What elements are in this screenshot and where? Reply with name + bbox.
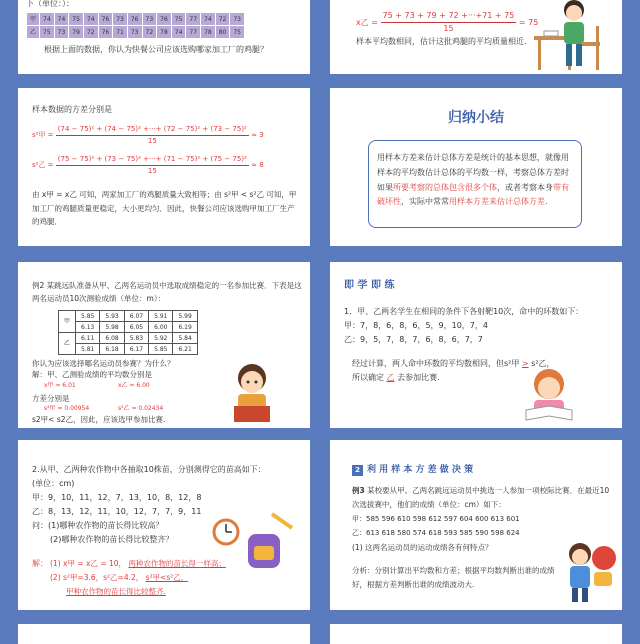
summary-text: 用样本方差来估计总体方差是统计的基本思想，就像用样本的平均数估计总体的平均数一样，考察总体方差时如果 — [377, 153, 569, 192]
table-cell: 74 — [201, 13, 216, 26]
table-cell: 5.98 — [100, 322, 124, 333]
formula-fraction — [56, 124, 249, 146]
table-cell: 72 — [83, 26, 98, 39]
school-supplies-illustration — [206, 510, 296, 574]
table-cell: 74 — [171, 26, 186, 39]
question-text: 根据上面的数据，你认为快餐公司应该选购哪家加工厂的鸡腿？ — [44, 45, 268, 54]
fraction-denominator: 15 — [147, 136, 157, 145]
table-row — [59, 333, 198, 344]
row-label: 乙 — [27, 26, 40, 39]
example-label: 例3 — [352, 486, 365, 495]
table-cell: 72 — [215, 13, 230, 26]
table-cell: 71 — [113, 26, 128, 39]
table-cell: 5.91 — [149, 311, 173, 322]
table-row — [59, 344, 198, 355]
answer-text: (1) x甲 = x乙 = 10， — [50, 559, 127, 568]
table-cell: 6.18 — [100, 344, 124, 355]
answer-text: (2) s²甲=3.6，s²乙=4.2， — [50, 573, 144, 582]
slide-crop-heights — [18, 440, 310, 610]
table-cell: 80 — [215, 26, 230, 39]
table-cell: 5.84 — [173, 333, 197, 344]
example-3-yi: 乙：613 618 580 574 618 593 585 590 598 624 — [352, 529, 520, 537]
summary-text: ，或者考察本身 — [497, 182, 553, 192]
table-cell: 6.19 — [173, 322, 197, 333]
jump-score-table — [58, 310, 198, 355]
table-cell: 76 — [98, 26, 113, 39]
table-cell: 5.93 — [100, 311, 124, 322]
crop-unit: (单位：cm) — [32, 479, 75, 488]
example-3-text — [352, 484, 610, 511]
variance-jia: s²甲 ≈ 0.00954 — [44, 405, 90, 412]
example-final: s2甲< s2乙，因此，应该选甲参加比赛. — [32, 415, 166, 424]
section-header — [352, 464, 473, 478]
fraction-numerator: 75 + 73 + 79 + 72 +···+71 + 75 — [381, 10, 517, 23]
table-cell: 5.99 — [173, 311, 197, 322]
slide-chicken-data — [18, 0, 310, 74]
table-cell: 6.21 — [173, 344, 197, 355]
table-cell: 76 — [127, 13, 142, 26]
summary-text: . — [545, 197, 548, 207]
fraction-numerator: (75 − 75)² + (73 − 75)² +···+ (71 − 75)² + (75 − 75)² — [56, 154, 249, 166]
formula-label: s²甲 = — [32, 131, 54, 139]
practice-answer-2 — [352, 372, 440, 384]
variance-yi: s²乙 ≈ 0.02434 — [118, 405, 164, 412]
table-cell: 6.07 — [124, 311, 148, 322]
formula-label: s²乙 = — [32, 161, 54, 169]
table-cell: 76 — [157, 13, 172, 26]
table-cell: 5.83 — [124, 333, 148, 344]
slide-example-2 — [18, 262, 310, 428]
table-cell: 73 — [113, 13, 128, 26]
slide-practice — [330, 262, 622, 428]
table-cell: 5.81 — [76, 344, 100, 355]
table-cell: 74 — [83, 13, 98, 26]
table-cell: 6.08 — [100, 333, 124, 344]
table-cell: 75 — [40, 26, 55, 39]
slide-bottom-right — [330, 624, 622, 644]
crop-yi: 乙：8，13，12，11，10，12，7，7，9，11 — [32, 507, 202, 516]
girl-reading-illustration — [518, 366, 580, 422]
formula-result: ≈ 3 — [251, 131, 264, 139]
table-row — [27, 13, 245, 26]
summary-highlight: 带有破坏性 — [377, 182, 569, 207]
variance-conclusion: 由 x甲 = x乙 可知，两家加工厂的鸡腿质量大致相等；由 s²甲 < s²乙 可知，甲加工厂的鸡腿质量更稳定，大小更均匀．因此，快餐公司应该选购甲加工厂生产的鸡腿． — [32, 190, 297, 226]
row-label: 乙 — [59, 333, 76, 355]
example-3-q1: (1) 这两名运动员的运动成绩各有何特点？ — [352, 543, 493, 552]
table-cell: 78 — [157, 26, 172, 39]
boy-reading-illustration — [224, 362, 280, 424]
chicken-weight-table — [26, 12, 245, 39]
table-row — [59, 322, 198, 333]
practice-question: 1．甲、乙两名学生在相同的条件下各射靶10次，命中的环数如下： — [344, 307, 584, 316]
header-label: 下（单位：）： — [26, 0, 74, 8]
table-cell: 73 — [230, 13, 245, 26]
summary-text: ，实际中常常 — [401, 197, 449, 207]
table-cell: 75 — [230, 26, 245, 39]
fraction-numerator: (74 − 75)² + (74 − 75)² +···+ (72 − 75)² + (73 − 75)² — [56, 124, 249, 136]
crop-q1: 问：(1)哪种农作物的苗长得比较高？ — [32, 521, 164, 530]
summary-title: 归纳小结 — [448, 110, 504, 126]
slide-summary — [330, 88, 622, 246]
table-row — [27, 26, 245, 39]
answer-text: 经过计算，两人命中环数的平均数相同，但s²甲 — [352, 359, 520, 368]
formula-result: ≈ 8 — [251, 161, 264, 169]
answer-fill: 乙 — [386, 373, 395, 382]
practice-jia: 甲：7，8，6，8，6，5，9，10，7，4 — [344, 321, 488, 330]
table-cell: 79 — [69, 26, 84, 39]
row-label: 甲 — [59, 311, 76, 333]
variance-intro: 样本数据的方差分别是 — [32, 105, 112, 114]
table-cell: 6.00 — [149, 322, 173, 333]
slide-decision — [330, 440, 622, 610]
example-body: 某校要从甲、乙两名跳远运动员中挑选一人参加一项校际比赛．在最近10次选拔赛中，他们的成绩（单位：cm）如下： — [352, 486, 610, 509]
table-row — [59, 311, 198, 322]
formula-fraction — [56, 154, 249, 176]
table-cell: 6.13 — [76, 322, 100, 333]
mean-yi: x乙 ≈ 6.00 — [118, 382, 150, 389]
example-intro: 例2 某跳远队准备从甲、乙两名运动员中选取成绩稳定的一名参加比赛．下表是这两名运动员10次测验成绩（单位：m）： — [32, 281, 302, 303]
table-cell: 5.92 — [149, 333, 173, 344]
variance-formula-jia — [32, 124, 264, 146]
section-title: 利 用 样 本 方 差 做 决 策 — [367, 465, 474, 475]
table-cell: 74 — [40, 13, 55, 26]
girl-studying-illustration — [530, 0, 610, 74]
variance-title: 方差分别是 — [32, 394, 70, 403]
table-cell: 75 — [171, 13, 186, 26]
table-cell: 73 — [54, 26, 69, 39]
crop-question: 2.从甲、乙两种农作物中各抽取10株苗，分别测得它的苗高如下： — [32, 465, 266, 474]
summary-highlight: 用样本方差来估计总体方差 — [449, 197, 545, 207]
summary-box — [368, 140, 582, 228]
slide-bottom-left — [18, 624, 310, 644]
table-cell: 77 — [186, 13, 201, 26]
table-cell: 78 — [201, 26, 216, 39]
answer-text: 去参加比赛. — [397, 373, 440, 382]
table-cell: 6.17 — [124, 344, 148, 355]
crop-jia: 甲：9，10，11，12，7，13，10，8，12，8 — [32, 493, 202, 502]
formula-result: = 75 — [518, 18, 539, 27]
answer-fill: s²甲<s²乙， — [145, 573, 189, 582]
crop-answer-2 — [50, 572, 188, 583]
x-yi-label: x乙 — [356, 18, 369, 27]
answer-text: s²乙， — [531, 359, 555, 368]
table-cell: 5.85 — [149, 344, 173, 355]
example-3-jia: 甲：585 596 610 598 612 597 604 600 613 601 — [352, 515, 520, 523]
table-cell: 77 — [186, 26, 201, 39]
table-cell: 6.05 — [124, 322, 148, 333]
crop-answer-1 — [50, 558, 226, 569]
section-number: 2 — [352, 465, 363, 476]
note-text: 样本平均数相同，估计这批鸡腿的平均质量相近. — [356, 37, 527, 46]
table-cell: 73 — [142, 13, 157, 26]
table-cell: 72 — [142, 26, 157, 39]
variance-formula-yi — [32, 154, 264, 176]
table-cell: 5.85 — [76, 311, 100, 322]
answer-fill: > — [521, 359, 529, 368]
table-cell: 75 — [69, 13, 84, 26]
table-cell: 74 — [54, 13, 69, 26]
summary-highlight: 所要考察的总体包含很多个体 — [393, 182, 497, 192]
practice-yi: 乙：9，5，7，8，7，6，8，6，7，7 — [344, 335, 483, 344]
crop-answer-label: 解： — [32, 559, 48, 568]
example-question: 你认为应该选择哪名运动员参赛？为什么？ — [32, 359, 175, 368]
answer-fill: 两种农作物的苗长得一样高； — [128, 559, 226, 568]
mean-fraction — [381, 10, 517, 35]
fraction-denominator: 15 — [147, 166, 157, 175]
example-3-analysis: 分析：分别计算出平均数和方差；根据平均数判断出谁的成绩好，根据方差判断出谁的成绩波动大. — [352, 566, 555, 589]
practice-title: 即 学 即 练 — [344, 280, 395, 291]
slide-variance — [18, 88, 310, 246]
table-cell: 6.11 — [76, 333, 100, 344]
crop-answer-3: 甲种农作物的苗长得比较整齐. — [66, 587, 166, 596]
example-solution: 解：甲、乙测验成绩的平均数分别是 — [32, 370, 152, 379]
answer-text: 所以确定 — [352, 373, 384, 382]
child-with-letters-illustration — [556, 538, 618, 604]
table-cell: 73 — [127, 26, 142, 39]
row-label: 甲 — [27, 13, 40, 26]
mean-jia: x甲 ≈ 6.01 — [44, 382, 76, 389]
mean-formula: x乙 = $\frac{75 + 73 + 79 + 72 +\cdot\cdot\cdot+71 + 75}{15}$ = 75 — [356, 11, 539, 33]
table-cell: 76 — [98, 13, 113, 26]
slide-mean-yi — [330, 0, 622, 74]
fraction-denominator: 15 — [443, 24, 454, 33]
crop-q2: (2)哪种农作物的苗长得比较整齐？ — [50, 535, 174, 544]
